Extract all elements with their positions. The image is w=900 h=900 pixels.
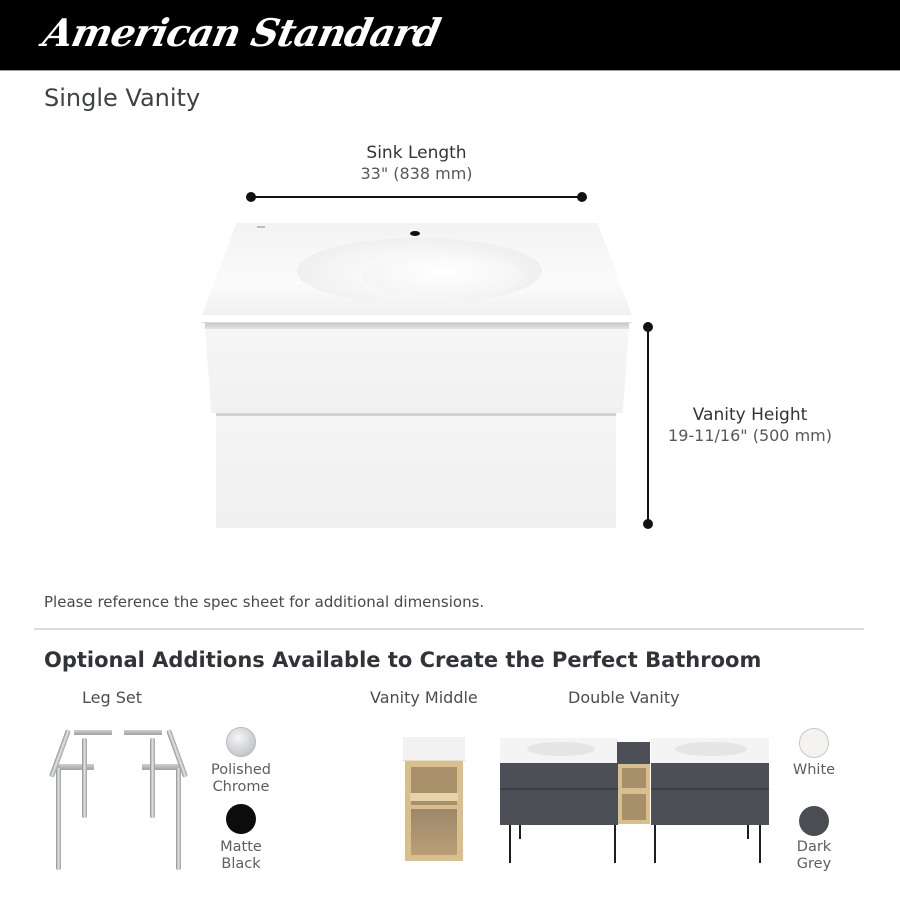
vanity-leg xyxy=(614,825,616,863)
vanity-height-value: 19-11/16" (500 mm) xyxy=(668,426,832,445)
white-label: White xyxy=(792,762,836,778)
leg-top-rail xyxy=(74,730,112,735)
vanity-middle-image xyxy=(403,737,465,863)
sink-length-line xyxy=(251,196,582,198)
sink-length-dimension xyxy=(300,143,533,183)
dark-grey-swatch[interactable] xyxy=(799,806,829,836)
vanity-leg xyxy=(747,825,749,839)
vanity-height-dimension xyxy=(650,405,850,445)
vanity-height-label: Vanity Height xyxy=(692,405,808,425)
leg-top-rail xyxy=(124,730,162,735)
left-cabinet xyxy=(500,763,618,825)
vanity-middle-lower-cavity xyxy=(411,809,457,855)
dimension-endpoint-icon xyxy=(643,519,653,529)
dimension-endpoint-icon xyxy=(577,192,587,202)
drawer-gap xyxy=(205,323,629,329)
vanity-middle-top xyxy=(403,737,465,761)
leg-post xyxy=(176,768,181,870)
dark-grey-label: Dark Grey xyxy=(796,839,832,872)
brand-logo: American Standard xyxy=(39,10,444,55)
vanity-height-line xyxy=(647,327,649,524)
matte-black-label: Matte Black xyxy=(220,839,262,872)
double-vanity-image xyxy=(497,738,772,863)
right-basin xyxy=(675,742,747,756)
faucet-hole xyxy=(410,231,420,236)
right-drawer-line xyxy=(651,788,769,790)
vanity-middle-label: Vanity Middle xyxy=(370,688,478,707)
sink-length-value: 33" (838 mm) xyxy=(360,164,473,183)
countertop-edge xyxy=(202,315,632,323)
vanity-leg xyxy=(759,825,761,863)
top-drawer xyxy=(205,329,629,413)
middle-upper-cavity xyxy=(622,768,646,788)
matte-black-swatch[interactable] xyxy=(226,804,256,834)
vanity-leg xyxy=(509,825,511,863)
section-divider xyxy=(34,628,864,630)
overflow-mark xyxy=(257,226,265,228)
polished-chrome-swatch[interactable] xyxy=(226,727,256,757)
double-vanity-label: Double Vanity xyxy=(568,688,680,707)
sink-basin-bowl xyxy=(362,255,522,297)
middle-top xyxy=(617,742,650,764)
sink-length-label: Sink Length xyxy=(366,143,467,163)
middle-lower-cavity xyxy=(622,794,646,820)
vanity-leg xyxy=(654,825,656,863)
bottom-drawer xyxy=(216,416,616,528)
dimension-endpoint-icon xyxy=(643,322,653,332)
single-vanity-image xyxy=(202,223,632,528)
leg-post xyxy=(150,738,155,818)
page-title: Single Vanity xyxy=(44,84,201,112)
vanity-leg xyxy=(519,825,521,839)
brand-header xyxy=(0,0,900,70)
leg-post xyxy=(56,768,61,870)
leg-set-label: Leg Set xyxy=(82,688,142,707)
right-cabinet xyxy=(651,763,769,825)
left-drawer-line xyxy=(500,788,618,790)
optional-additions-title: Optional Additions Available to Create the Perfect Bathroom xyxy=(44,648,762,672)
left-basin xyxy=(527,742,595,756)
leg-post xyxy=(82,738,87,818)
white-swatch[interactable] xyxy=(799,728,829,758)
polished-chrome-label: Polished Chrome xyxy=(210,762,272,795)
spec-sheet-note: Please reference the spec sheet for additional dimensions. xyxy=(44,593,485,611)
vanity-middle-drawer xyxy=(410,793,458,801)
dimension-endpoint-icon xyxy=(246,192,256,202)
leg-set-image xyxy=(52,728,187,873)
